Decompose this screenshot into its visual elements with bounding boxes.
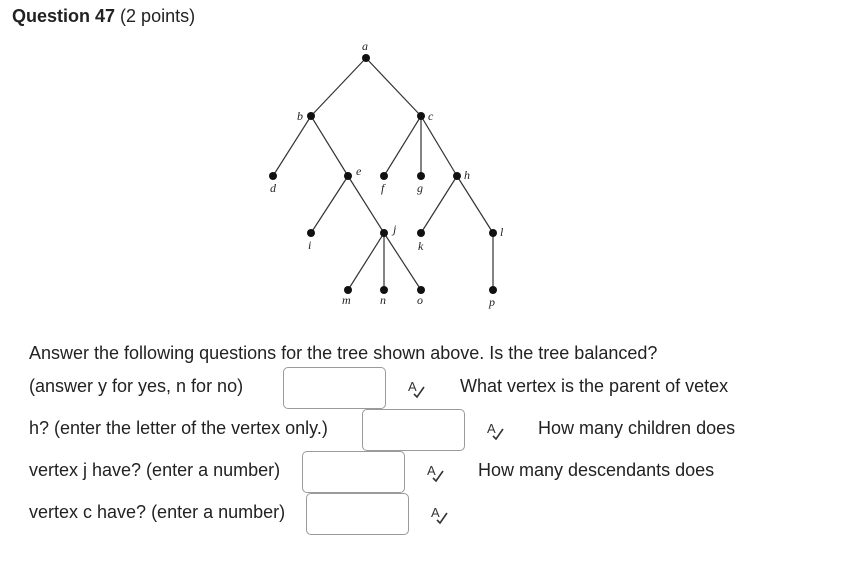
prompt-line-3b: How many children does [538,418,736,438]
vertex-l [489,229,497,237]
svg-text:A: A [431,505,440,520]
vertex-d [269,172,277,180]
prompt-line-5a: vertex c have? (enter a number) [29,502,286,522]
question-points: (2 points) [120,6,196,26]
tree-vertices [269,54,497,294]
vertex-p [489,286,497,294]
vertex-g [417,172,425,180]
balanced-answer-input[interactable] [283,367,386,409]
edge-b-d [273,116,311,176]
label-l: l [500,225,504,239]
vertex-b [307,112,315,120]
spell-check-icon[interactable] [405,378,427,400]
label-k: k [418,239,424,253]
svg-text:A: A [487,421,496,436]
edge-h-k [421,176,457,233]
prompt-line-2a: (answer y for yes, n for no) [29,376,244,396]
prompt-line-1: Answer the following questions for the tree shown above. Is the tree balanced? [29,343,658,363]
label-i: i [308,238,312,252]
edge-b-e [311,116,348,176]
label-e: e [356,164,362,178]
label-m: m [342,293,351,307]
edge-c-f [384,116,421,176]
edge-e-j [348,176,384,233]
edge-e-i [311,176,348,233]
label-a: a [362,39,368,53]
vertex-k [417,229,425,237]
label-h: h [464,168,470,182]
edge-a-b [311,58,366,116]
prompt-line-2b: What vertex is the parent of vetex [460,376,729,396]
parent-of-h-input[interactable] [362,409,465,451]
svg-text:A: A [427,463,436,478]
prompt-line-4b: How many descendants does [478,460,715,480]
vertex-a [362,54,370,62]
spell-check-icon[interactable] [484,420,506,442]
vertex-f [380,172,388,180]
label-d: d [270,181,276,195]
spell-check-icon[interactable] [424,462,446,484]
vertex-h [453,172,461,180]
descendants-of-c-input[interactable] [306,493,409,535]
vertex-c [417,112,425,120]
label-n: n [380,293,386,307]
spell-check-icon[interactable] [428,504,450,526]
edge-j-m [348,233,384,290]
edge-a-c [366,58,421,116]
vertex-e [344,172,352,180]
edge-h-l [457,176,493,233]
question-number: Question 47 [12,6,116,26]
label-g: g [417,181,423,195]
prompt-line-3a: h? (enter the letter of the vertex only.) [29,418,328,438]
label-f: f [381,181,385,195]
children-of-j-input[interactable] [302,451,405,493]
label-b: b [297,109,303,123]
label-j: j [393,222,397,236]
label-c: c [428,109,434,123]
edge-c-h [421,116,457,176]
label-p: p [489,295,495,309]
vertex-i [307,229,315,237]
svg-text:A: A [408,379,417,394]
edge-j-o [384,233,421,290]
prompt-line-4a: vertex j have? (enter a number) [29,460,281,480]
vertex-j [380,229,388,237]
label-o: o [417,293,423,307]
